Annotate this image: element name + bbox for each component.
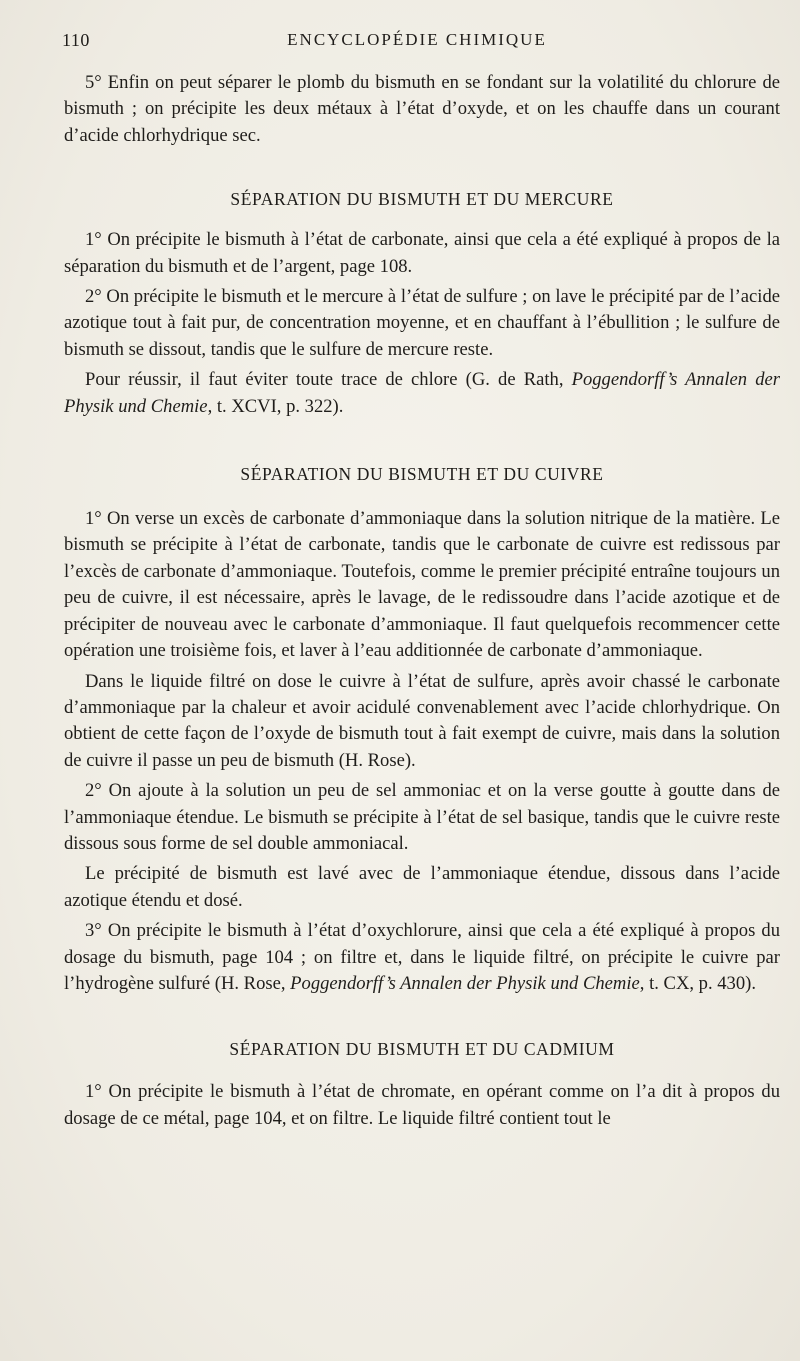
page-number: 110: [62, 30, 90, 50]
citation-journal: Poggendorff’s Annalen der Physik und Chemie: [290, 972, 640, 994]
paragraph-mercure-2: 2° On précipite le bismuth et le mercure à l’état de sulfure ; on lave le précipité par de l’acide azotique tout à fait pur, de concentration moyenne, et en chauffant à l’ébullition ; le sulfure de bismuth se dissout, tandis que le sulfure de mercure reste.: [64, 286, 780, 360]
paragraph-cadmium-1: 1° On précipite le bismuth à l’état de chromate, en opérant comme on l’a dit à propos du dosage de ce métal, page 104, et on filtre. Le liquide filtré contient tout le: [64, 1081, 780, 1129]
paragraph-cuivre-2: Dans le liquide filtré on dose le cuivre à l’état de sulfure, après avoir chassé le carbonate d’ammoniaque par la chaleur et avoir acidulé convenablement avec l’acide chlorhydrique. On obtient de cette façon de l’oxyde de bismuth tout à fait exempt de cuivre, mais dans la solution de cuivre il passe un peu de bismuth (H. Rose).: [64, 670, 780, 771]
citation-text: Pour réussir, il faut éviter toute trace de chlore (G. de Rath,: [85, 369, 572, 391]
paragraph-cuivre-1: 1° On verse un excès de carbonate d’ammoniaque dans la solution nitrique de la matière. Le bismuth se précipite à l’état de carbonate, tandis que le carbonate de cuivre est redissous par l’excès de carbonate d’ammoniaque. Toutefois, comme le premier précipité entraîne toujours un peu de cuivre, il est nécessaire, après le lavage, de le redissoudre dans l’acide azotique et de précipiter de nouveau avec le carbonate d’ammoniaque. Il faut quelquefois recommencer cette opération une troisième fois, et laver à l’eau additionnée de carbonate d’ammoniaque.: [64, 508, 780, 662]
section-title-cadmium: SÉPARATION DU BISMUTH ET DU CADMIUM: [229, 1039, 615, 1060]
citation-end: , t. CX, p. 430).: [639, 972, 756, 994]
section-title-mercure: SÉPARATION DU BISMUTH ET DU MERCURE: [230, 189, 614, 210]
page-header: [62, 30, 772, 54]
paragraph-plomb-bismuth: 5° Enfin on peut séparer le plomb du bismuth en se fondant sur la volatilité du chlorure de bismuth ; on précipite les deux métaux à l’état d’oxyde, et on les chauffe dans un courant d’acide chlorhydrique sec.: [64, 72, 780, 146]
page-body: [64, 70, 780, 1132]
paragraph-mercure-3: [64, 367, 780, 420]
running-head: ENCYCLOPÉDIE CHIMIQUE: [287, 30, 547, 49]
paragraph-cuivre-4: Le précipité de bismuth est lavé avec de l’ammoniaque étendue, dissous dans l’acide azotique étendu et dosé.: [64, 863, 780, 911]
citation-journal: Poggendorff’s Annalen der Physik und Chemie: [64, 369, 780, 417]
citation-end: , t. XCVI, p. 322).: [207, 395, 344, 417]
citation-text: 3° On précipite le bismuth à l’état d’oxychlorure, ainsi que cela a été expliqué à propos du dosage du bismuth, page 104 ; on filtre et, dans le liquide filtré, on précipite le cuivre par l’hydrogène sulfuré (H. Rose,: [64, 920, 780, 994]
paragraph-cuivre-5: [64, 918, 780, 997]
paragraph-cuivre-3: 2° On ajoute à la solution un peu de sel ammoniac et on la verse goutte à goutte dans de l’ammoniaque étendue. Le bismuth se précipite à l’état de sel basique, tandis que le cuivre reste dissous sous forme de sel double ammoniacal.: [64, 780, 780, 854]
section-title-cuivre: SÉPARATION DU BISMUTH ET DU CUIVRE: [240, 464, 604, 485]
paragraph-mercure-1: 1° On précipite le bismuth à l’état de carbonate, ainsi que cela a été expliqué à propos de la séparation du bismuth et de l’argent, page 108.: [64, 229, 780, 277]
